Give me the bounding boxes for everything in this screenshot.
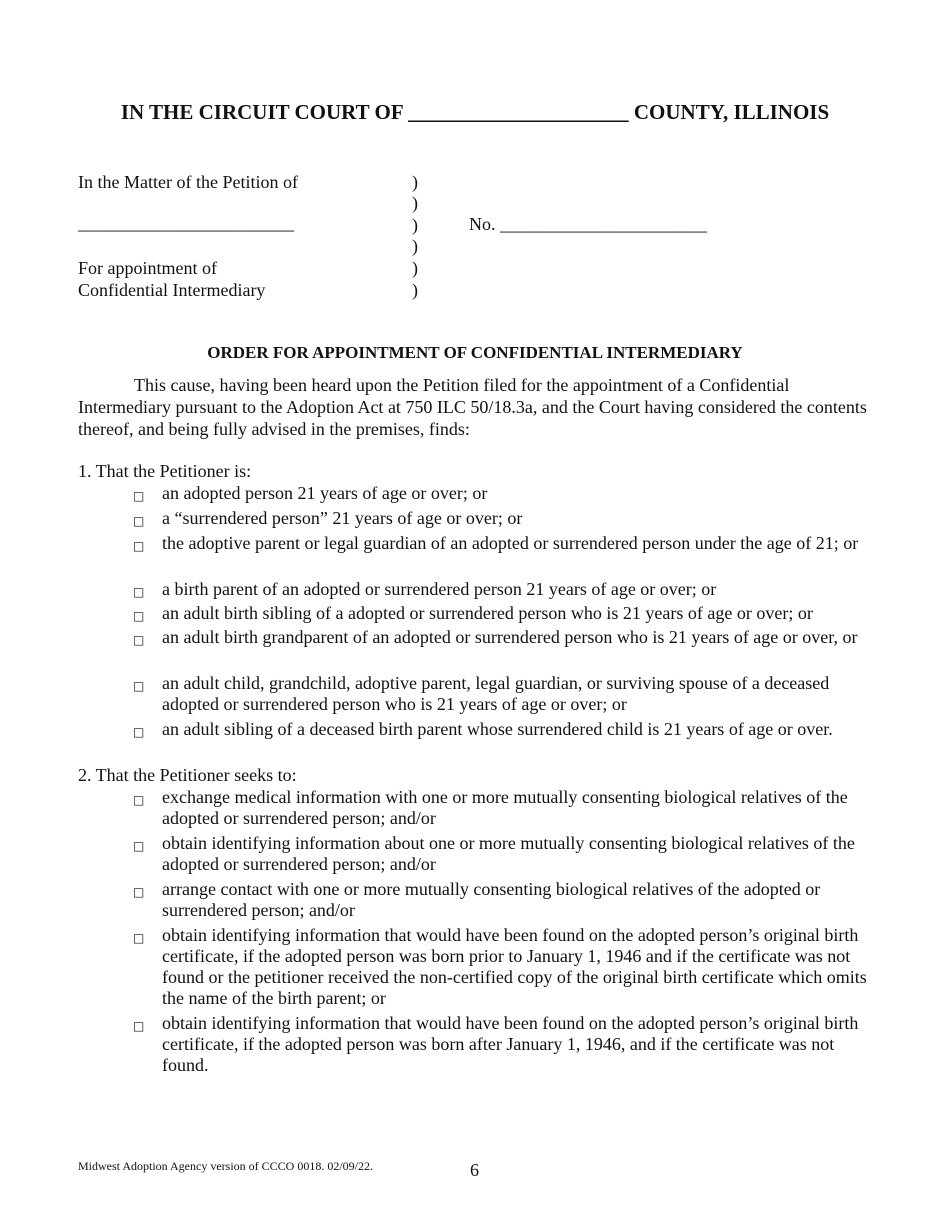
list-item (133, 603, 883, 624)
item-text: obtain identifying information that would have been found on the adopted person’s original birth certificate, if the adopted person was born after January 1, 1946, and if the certificate was not found. (162, 1013, 859, 1075)
checkbox-icon[interactable]: □ (133, 1019, 145, 1033)
item-text: an adult birth grandparent of an adopted or surrendered person who is 21 years of age or over, or (162, 627, 858, 647)
checkbox-icon[interactable]: □ (133, 585, 145, 599)
intro-paragraph (78, 374, 878, 440)
court-title: IN THE CIRCUIT COURT OF _____________________ COUNTY, ILLINOIS (120, 100, 830, 124)
appointment-label: For appointment of (78, 258, 217, 278)
list-item (133, 533, 883, 554)
checkbox-icon[interactable]: □ (133, 793, 145, 807)
section1-title: 1. That the Petitioner is: (78, 461, 252, 481)
item-text: a birth parent of an adopted or surrendered person 21 years of age or over; or (162, 579, 717, 599)
caption-paren: ) (412, 280, 418, 300)
item-text: the adoptive parent or legal guardian of an adopted or surrendered person under the age of 21; or (162, 533, 859, 553)
checkbox-icon[interactable]: □ (133, 539, 145, 553)
section2-title: 2. That the Petitioner seeks to: (78, 765, 297, 785)
list-item (133, 879, 883, 921)
list-item (133, 508, 883, 529)
list-item (133, 579, 883, 600)
order-heading: ORDER FOR APPOINTMENT OF CONFIDENTIAL INTERMEDIARY (207, 343, 743, 362)
list-item (133, 627, 883, 648)
list-item (133, 833, 883, 875)
item-text: a “surrendered person” 21 years of age or over; or (162, 508, 523, 528)
caption-paren: ) (412, 258, 418, 278)
item-text: an adult birth sibling of a adopted or surrendered person who is 21 years of age or over; or (162, 603, 813, 623)
footer-version: Midwest Adoption Agency version of CCCO 0018. 02/09/22. (78, 1159, 373, 1173)
page-number: 6 (470, 1160, 479, 1180)
list-item (133, 719, 883, 740)
checkbox-icon[interactable]: □ (133, 725, 145, 739)
caption-paren: ) (412, 215, 418, 235)
checkbox-icon[interactable]: □ (133, 679, 145, 693)
list-item (133, 925, 883, 1009)
item-text: an adopted person 21 years of age or over; or (162, 483, 488, 503)
checkbox-icon[interactable]: □ (133, 885, 145, 899)
caption-paren: ) (412, 172, 418, 192)
checkbox-icon[interactable]: □ (133, 839, 145, 853)
list-item (133, 1013, 883, 1076)
checkbox-icon[interactable]: □ (133, 633, 145, 647)
list-item (133, 787, 883, 829)
list-item (133, 483, 883, 504)
case-number: No. _______________________ (469, 214, 707, 234)
caption-paren: ) (412, 193, 418, 213)
item-text: obtain identifying information about one or more mutually consenting biological relatives of the adopted or surrendered person; and/or (162, 833, 855, 874)
intermediary-label: Confidential Intermediary (78, 280, 266, 300)
item-text: arrange contact with one or more mutually consenting biological relatives of the adopted or surrendered person; and/or (162, 879, 821, 920)
checkbox-icon[interactable]: □ (133, 609, 145, 623)
item-text: an adult child, grandchild, adoptive parent, legal guardian, or surviving spouse of a deceased adopted or surrendered person who is 21 years of age or over; or (162, 673, 830, 714)
item-text: exchange medical information with one or more mutually consenting biological relatives of the adopted or surrendered person; and/or (162, 787, 848, 828)
checkbox-icon[interactable]: □ (133, 931, 145, 945)
checkbox-icon[interactable]: □ (133, 514, 145, 528)
matter-label: In the Matter of the Petition of (78, 172, 298, 192)
item-text: an adult sibling of a deceased birth parent whose surrendered child is 21 years of age or over. (162, 719, 833, 739)
intro-text: This cause, having been heard upon the Petition filed for the appointment of a Confidential Intermediary pursuant to the Adoption Act at 750 ILC 50/18.3a, and the Court having considered the contents thereof, and being fully advised in the premises, finds: (78, 375, 867, 439)
caption-paren: ) (412, 236, 418, 256)
list-item (133, 673, 883, 715)
checkbox-icon[interactable]: □ (133, 489, 145, 503)
item-text: obtain identifying information that would have been found on the adopted person’s original birth certificate, if the adopted person was born prior to January 1, 1946 and if the certificate was not found or the petitioner received the non-certified copy of the original birth certificate which omits the name of the birth parent; or (162, 925, 867, 1008)
petitioner-name-blank: ________________________ (78, 213, 294, 233)
